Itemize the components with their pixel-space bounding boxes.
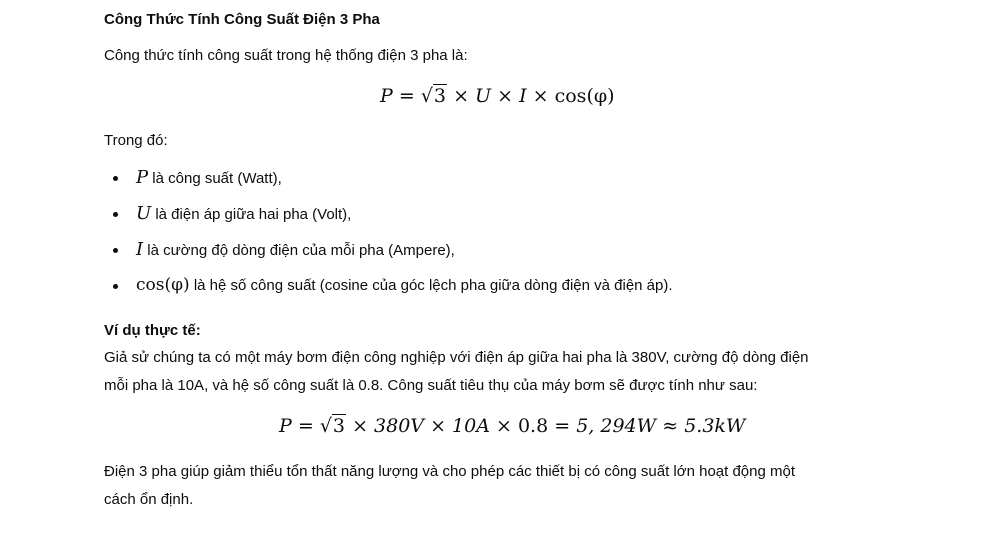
bullet-text: là hệ số công suất (cosine của góc lệch pha giữa dòng điện và điện áp).	[189, 277, 673, 294]
bullet-dot	[113, 284, 118, 289]
formula-times-1: ×	[453, 85, 469, 107]
formula2-times-2: ×	[430, 415, 446, 437]
bullet-dot	[113, 176, 118, 181]
example-formula	[279, 415, 745, 437]
formula-times-3: ×	[532, 85, 549, 107]
formula2-sqrt: √3	[319, 415, 346, 437]
bullet-symbol: cos(φ)	[136, 275, 190, 295]
formula2-sqrt-arg: 3	[332, 415, 346, 437]
where-label: Trong đó:	[104, 132, 168, 149]
formula2-approx: ≈	[662, 415, 679, 437]
formula2-times-3: ×	[496, 415, 512, 437]
formula2-kw: 5.3kW	[684, 415, 746, 437]
bullet-symbol: U	[136, 203, 152, 224]
closing-line-2: cách ổn định.	[104, 491, 194, 508]
bullet-text: là cường độ dòng điện của mỗi pha (Ampere),	[143, 242, 455, 259]
formula-phi: (φ)	[586, 85, 615, 107]
formula2-equals: =	[297, 415, 314, 437]
bullet-symbol: P	[136, 167, 149, 188]
bullet-text: là điện áp giữa hai pha (Volt),	[151, 206, 352, 223]
formula-i: I	[519, 85, 527, 107]
formula-cos: cos	[554, 85, 587, 107]
formula2-equals-2: =	[554, 415, 571, 437]
formula2-power-factor: 0.8	[517, 415, 549, 437]
example-line-1: Giả sử chúng ta có một máy bơm điện công nghiệp với điện áp giữa hai pha là 380V, cường độ dòng điện	[104, 349, 809, 366]
bullet-dot	[113, 212, 118, 217]
bullet-text: là công suất (Watt),	[148, 170, 282, 187]
formula-p: P	[380, 85, 393, 107]
formula2-result: 5, 294W	[576, 415, 657, 437]
intro-paragraph: Công thức tính công suất trong hệ thống điện 3 pha là:	[104, 47, 468, 64]
example-label: Ví dụ thực tế:	[104, 322, 201, 339]
formula2-p: P	[279, 415, 292, 437]
formula2-current: 10A	[452, 415, 490, 437]
section-heading: Công Thức Tính Công Suất Điện 3 Pha	[104, 11, 380, 28]
formula-equals: =	[398, 85, 415, 107]
formula-u: U	[475, 85, 492, 107]
bullet-dot	[113, 248, 118, 253]
formula-times-2: ×	[497, 85, 514, 107]
formula-sqrt: √3	[420, 85, 447, 107]
closing-line-1: Điện 3 pha giúp giảm thiểu tổn thất năng lượng và cho phép các thiết bị có công suất lớn hoạt động một	[104, 463, 796, 480]
formula-sqrt-arg: 3	[433, 85, 447, 107]
formula2-voltage: 380V	[374, 415, 425, 437]
bullet-symbol: I	[136, 239, 144, 260]
example-line-2: mỗi pha là 10A, và hệ số công suất là 0.8. Công suất tiêu thụ của máy bơm sẽ được tính như sau:	[104, 377, 758, 394]
power-formula	[380, 85, 615, 107]
formula2-times-1: ×	[352, 415, 368, 437]
